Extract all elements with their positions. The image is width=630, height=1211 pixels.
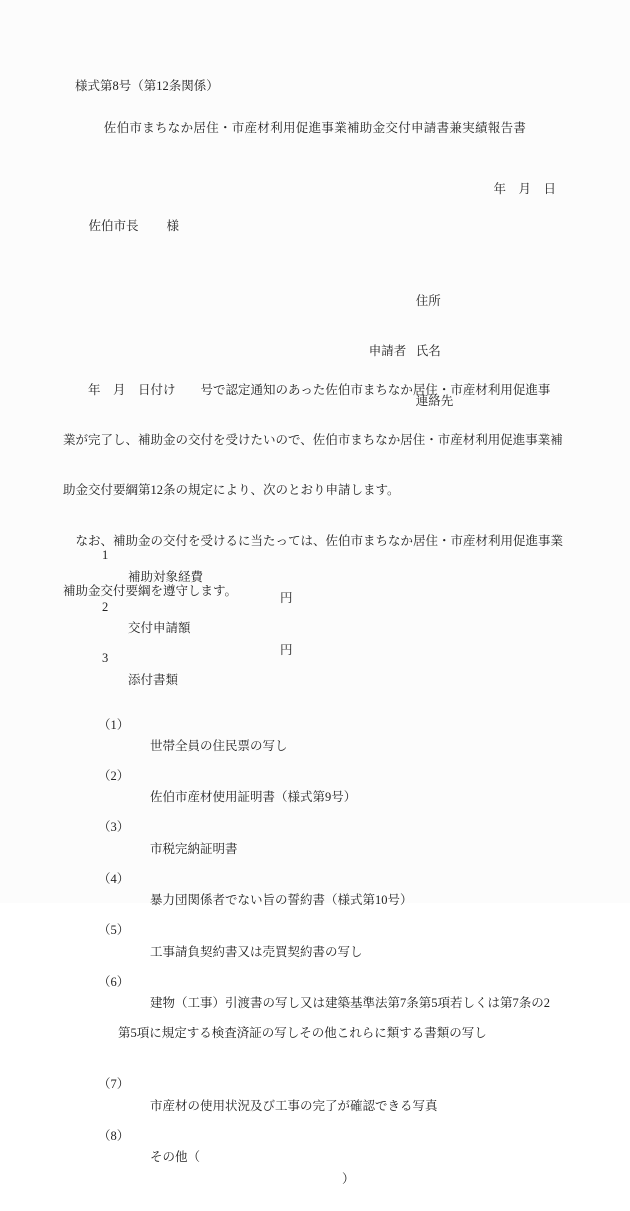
body-line: 補助金交付要綱を遵守します。 bbox=[63, 583, 238, 598]
body-line: なお、補助金の交付を受けるに当たっては、佐伯市まちなか居住・市産材利用促進事業 bbox=[63, 533, 564, 548]
list-item bbox=[0, 575, 630, 657]
applicant-field-name: 氏名 bbox=[415, 344, 441, 358]
attachment-item bbox=[0, 693, 630, 753]
list-item-number: 2 bbox=[102, 599, 109, 614]
list-item-label: 交付申請額 bbox=[128, 621, 191, 636]
list-item-number: 3 bbox=[102, 651, 109, 666]
list-item-number: 1 bbox=[102, 548, 109, 563]
addressee-name: 佐伯市長 bbox=[88, 219, 139, 233]
attachment-number: （3） bbox=[98, 820, 130, 835]
attachment-item bbox=[0, 796, 630, 856]
list-item-label: 添付書類 bbox=[128, 672, 179, 687]
attachment-item bbox=[0, 847, 630, 908]
unit-label: 円 bbox=[280, 591, 293, 606]
attachment-number: （5） bbox=[98, 923, 130, 938]
blank-paren-close: ） bbox=[342, 1171, 355, 1186]
attachment-text: 工事請負契約書又は売買契約書の写し bbox=[150, 944, 363, 959]
list-item-label: 補助対象経費 bbox=[128, 569, 204, 584]
attachment-text: 佐伯市産材使用証明書（様式第9号） bbox=[150, 790, 357, 805]
attachment-text: 市産材の使用状況及び工事の完了が確認できる写真 bbox=[150, 1098, 438, 1113]
attachment-item bbox=[0, 745, 630, 805]
attachment-item-continuation bbox=[0, 1002, 630, 1040]
date-line: 年 月 日 bbox=[493, 182, 556, 196]
attachment-text: その他（ bbox=[150, 1150, 201, 1165]
attachment-number: （7） bbox=[98, 1077, 130, 1092]
attachment-number: （6） bbox=[98, 974, 130, 989]
attachment-text: 建物（工事）引渡書の写し又は建築基準法第7条第5項若しくは第7条の2 bbox=[150, 995, 551, 1010]
body-line: 年 月 日付け 号で認定通知のあった佐伯市まちなか居住・市産材利用促進事 bbox=[63, 383, 551, 397]
attachment-item bbox=[0, 899, 630, 959]
attachment-number: （8） bbox=[98, 1128, 130, 1143]
applicant-row-address bbox=[350, 271, 453, 308]
unit-label: 円 bbox=[280, 642, 293, 657]
applicant-row-name bbox=[350, 321, 453, 358]
applicant-label: 申請者 bbox=[368, 344, 407, 358]
attachment-item bbox=[0, 950, 630, 1010]
form-number: 様式第8号（第12条関係） bbox=[75, 79, 219, 93]
attachment-item bbox=[0, 1104, 630, 1186]
attachment-text: 第5項に規定する検査済証の写しその他これらに類する書類の写し bbox=[118, 1025, 487, 1040]
attachment-text: 世帯全員の住民票の写し bbox=[150, 738, 288, 753]
applicant-field-address: 住所 bbox=[415, 294, 441, 308]
itemized-list bbox=[0, 479, 630, 1186]
attachment-text: 暴力団関係者でない旨の誓約書（様式第10号） bbox=[150, 893, 413, 908]
attachment-number: （2） bbox=[98, 768, 130, 783]
attachment-number: （1） bbox=[98, 717, 130, 732]
attachment-number: （4） bbox=[98, 871, 130, 886]
document-title: 佐伯市まちなか居住・市産材利用促進事業補助金交付申請書兼実績報告書 bbox=[103, 121, 527, 135]
applicant-field-contact: 連絡先 bbox=[415, 394, 454, 408]
list-item bbox=[0, 627, 630, 687]
attachment-item bbox=[0, 1053, 630, 1113]
addressee-honorific: 様 bbox=[166, 219, 180, 233]
addressee-line bbox=[76, 201, 179, 249]
attachment-text: 市税完納証明書 bbox=[150, 841, 238, 856]
body-line: 業が完了し、補助金の交付を受けたいので、佐伯市まちなか居住・市産材利用促進事業補 bbox=[63, 433, 563, 448]
body-line: 助金交付要綱第12条の規定により、次のとおり申請します。 bbox=[63, 483, 400, 498]
